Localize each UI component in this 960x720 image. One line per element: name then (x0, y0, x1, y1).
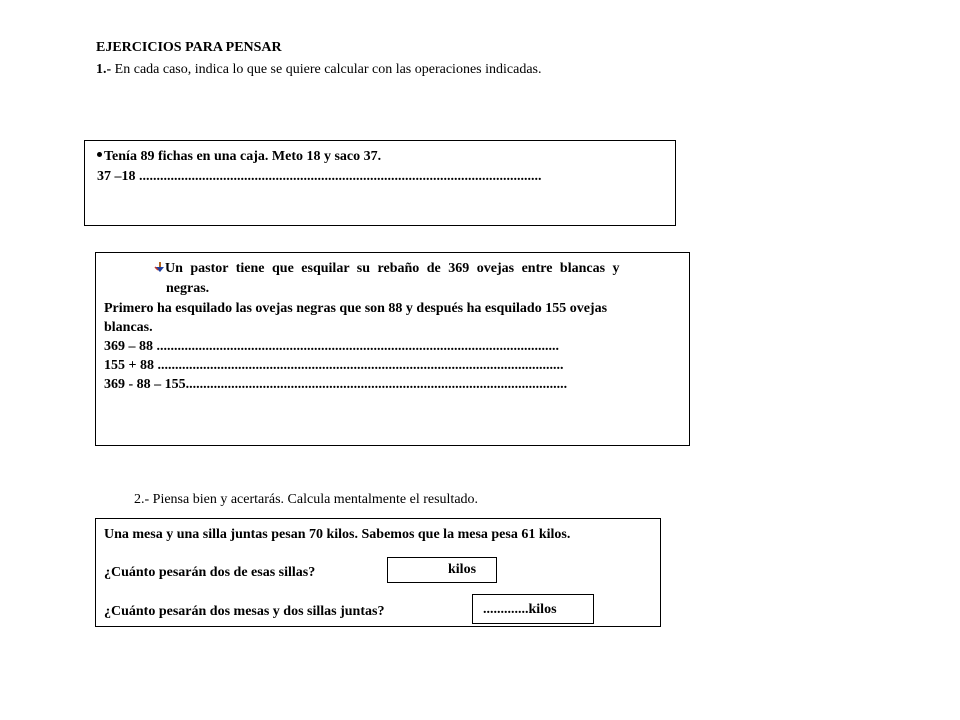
box2-operation-3: 369 - 88 – 155............................................................................................................. (104, 377, 568, 392)
box2-statement-line-1 (154, 261, 678, 277)
exercise-box-1 (84, 140, 676, 226)
box1-operation-1: 37 –18 ................................................................................................................... (97, 169, 542, 184)
answer-2-field[interactable] (472, 594, 594, 624)
exercise-2-instruction: 2.- Piensa bien y acertarás. Calcula mentalmente el resultado. (134, 492, 479, 507)
box1-statement: Tenía 89 fichas en una caja. Meto 18 y saco 37. (104, 149, 382, 164)
box1-statement-line (97, 149, 381, 165)
box2-statement-part1: Un pastor tiene que esquilar su rebaño de 369 ovejas entre blancas y (165, 261, 620, 276)
box3-question-2: ¿Cuánto pesarán dos mesas y dos sillas juntas? (104, 604, 385, 619)
box3-question-1: ¿Cuánto pesarán dos de esas sillas? (104, 565, 316, 580)
box2-operation-2: 155 + 88 .................................................................................................................... (104, 358, 564, 373)
exercise-box-2 (95, 252, 690, 446)
bullet-icon (97, 152, 102, 157)
exercise-1-number: 1.- (96, 62, 112, 77)
answer-1-field[interactable] (387, 557, 497, 583)
box2-statement-part3: Primero ha esquilado las ovejas negras que son 88 y después ha esquilado 155 ovejas (104, 301, 608, 316)
page-title: EJERCICIOS PARA PENSAR (96, 40, 282, 55)
arrow-bullet-icon (154, 261, 165, 273)
box2-statement-part2: negras. (166, 281, 210, 296)
answer-2-unit: .............kilos (483, 602, 557, 617)
exercise-1-instruction (96, 62, 541, 78)
box2-statement-part4: blancas. (104, 320, 153, 335)
box2-operation-1: 369 – 88 ................................................................................................................... (104, 339, 559, 354)
exercise-1-text: En cada caso, indica lo que se quiere calcular con las operaciones indicadas. (114, 62, 542, 77)
answer-1-unit: kilos (448, 562, 477, 577)
box3-statement: Una mesa y una silla juntas pesan 70 kilos. Sabemos que la mesa pesa 61 kilos. (104, 527, 571, 542)
